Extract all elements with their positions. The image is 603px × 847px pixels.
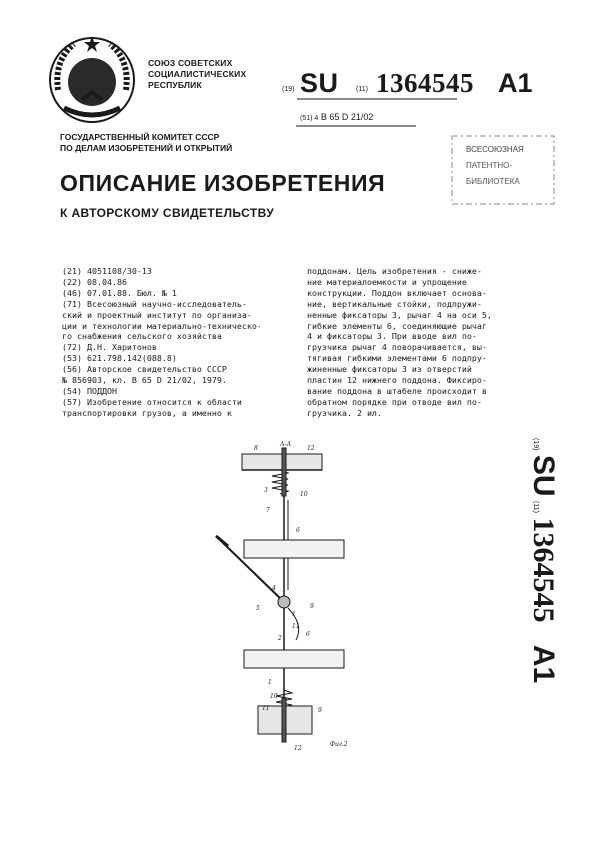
abstract-line: жиненные фиксаторы 3 из отверстий xyxy=(307,364,472,375)
figure-label: 7 xyxy=(266,507,270,514)
pivot-axis xyxy=(278,596,290,608)
inid-11: (11) xyxy=(356,86,368,93)
abstract-text xyxy=(307,266,549,419)
side-identifier xyxy=(508,438,568,698)
ipc-underline xyxy=(296,124,416,128)
lower-fixator xyxy=(282,698,286,742)
biblio-line: (21) 4051108/30-13 xyxy=(62,266,152,276)
stamp-line-2: ПАТЕНТНО- xyxy=(466,161,513,170)
figure-label: 11 xyxy=(292,623,300,630)
abstract-line: поддонам. Цель изобретения - сниже- xyxy=(307,266,482,276)
figure-label: 10 xyxy=(300,491,308,498)
figure-svg xyxy=(212,440,362,755)
abstract-line: обратном порядке при отводе вил по- xyxy=(307,396,482,407)
figure-label: 12 xyxy=(294,745,302,752)
side-kind-code: A1 xyxy=(527,644,560,684)
state-committee xyxy=(60,132,320,154)
figure-label: 9 xyxy=(318,707,322,714)
inid-19: (19) xyxy=(282,86,295,93)
document-subtitle: К АВТОРСКОМУ СВИДЕТЕЛЬСТВУ xyxy=(60,206,275,220)
biblio-line: (72) Д.Н. Харитонов xyxy=(62,342,157,353)
ipc-code: B 65 D 21/02 xyxy=(320,112,374,122)
biblio-line: (56) Авторское свидетельство СССР xyxy=(62,364,227,375)
abstract-line: пластин 12 нижнего поддона. Фиксиро- xyxy=(307,375,487,386)
biblio-line: ский и проектный институт по организа- xyxy=(62,309,252,320)
ipc-prefix: (51) 4 xyxy=(300,115,319,122)
abstract-line: грузчика рычаг 4 поворачивается, вы- xyxy=(307,342,487,353)
biblio-line: (57) Изобретение относится к области xyxy=(62,396,242,407)
document-title: ОПИСАНИЕ ИЗОБРЕТЕНИЯ xyxy=(60,170,386,196)
figure-label: 1 xyxy=(292,611,296,618)
abstract-line: тягивая гибкими элементами 6 подпру- xyxy=(307,353,487,364)
issuing-state xyxy=(148,58,268,91)
stamp-line-1: ВСЕСОЮЗНАЯ xyxy=(466,145,524,154)
figure-label: 8 xyxy=(254,445,258,452)
figure-label: 3 xyxy=(264,487,268,494)
upper-pallet-board xyxy=(244,540,344,558)
figure-label: 2 xyxy=(278,635,282,642)
ipc-classification xyxy=(300,112,373,122)
country-code: SU xyxy=(300,68,339,98)
kind-code: A1 xyxy=(498,68,533,98)
abstract-line: ние материалоемкости и упрощение xyxy=(307,276,467,287)
figure-label: 6 xyxy=(296,527,300,534)
figure-label: 1 xyxy=(268,679,272,686)
abstract-line: грузчика. 2 ил. xyxy=(307,407,382,418)
figure-label: 9 xyxy=(310,603,314,610)
union-line-3: РЕСПУБЛИК xyxy=(148,80,202,90)
biblio-line: го снабжения сельского хозяйства xyxy=(62,331,222,342)
biblio-line: (22) 08.04.86 xyxy=(62,276,127,287)
abstract-line: ненные фиксаторы 3, рычаг 4 на оси 5, xyxy=(307,309,492,320)
biblio-line: транспортировки грузов, а именно к xyxy=(62,407,232,418)
biblio-line: (71) Всесоюзный научно-исследователь- xyxy=(62,298,247,309)
lower-pallet-board xyxy=(244,650,344,668)
figure-label: 11 xyxy=(262,705,270,712)
patent-identifier xyxy=(268,68,568,98)
figure-label: 10 xyxy=(270,693,278,700)
figure-label: 5 xyxy=(256,605,260,612)
committee-line-1: ГОСУДАРСТВЕННЫЙ КОМИТЕТ СССР xyxy=(60,132,220,142)
stamp-line-3: БИБЛИОТЕКА xyxy=(466,177,520,186)
committee-line-2: ПО ДЕЛАМ ИЗОБРЕТЕНИЙ И ОТКРЫТИЙ xyxy=(60,143,233,153)
upper-fixator xyxy=(282,448,286,496)
biblio-line: № 856903, кл. B 65 D 21/02, 1979. xyxy=(62,375,227,386)
ussr-emblem xyxy=(44,30,140,126)
number-underline xyxy=(297,97,457,101)
figure-label: 4 xyxy=(272,585,276,592)
figure-label: 6 xyxy=(306,631,310,638)
abstract-line: конструкции. Поддон включает основа- xyxy=(307,287,487,298)
patent-number: 1364545 xyxy=(376,68,474,98)
side-country: SU xyxy=(527,454,560,497)
figure-label: 12 xyxy=(307,445,315,452)
side-patent-number: 1364545 xyxy=(527,517,560,623)
biblio-line: (46) 07.01.88. Бюл. № 1 xyxy=(62,287,177,298)
bibliographic-data xyxy=(62,266,300,419)
abstract-line: ние, вертикальные стойки, подпружи- xyxy=(307,298,482,309)
union-line-1: СОЮЗ СОВЕТСКИХ xyxy=(148,58,233,68)
library-stamp xyxy=(448,132,558,210)
abstract-line: вание поддона в штабеле происходит в xyxy=(307,385,487,396)
side-inid-19: (19) xyxy=(532,438,539,451)
biblio-line: (53) 621.798.142(088.8) xyxy=(62,353,177,364)
abstract-line: 4 и фиксаторы 3. При вводе вил по- xyxy=(307,331,477,342)
technical-drawing xyxy=(212,440,362,755)
abstract-line: гибкие элементы 6, соединяющие рычаг xyxy=(307,320,487,331)
biblio-line: ции и технологии материально-техническо- xyxy=(62,320,262,331)
section-label: А-А xyxy=(280,441,292,448)
figure-caption: Фиг.2 xyxy=(330,741,348,748)
side-inid-11: (11) xyxy=(532,501,539,513)
biblio-line: (54) ПОДДОН xyxy=(62,385,117,396)
union-line-2: СОЦИАЛИСТИЧЕСКИХ xyxy=(148,69,247,79)
